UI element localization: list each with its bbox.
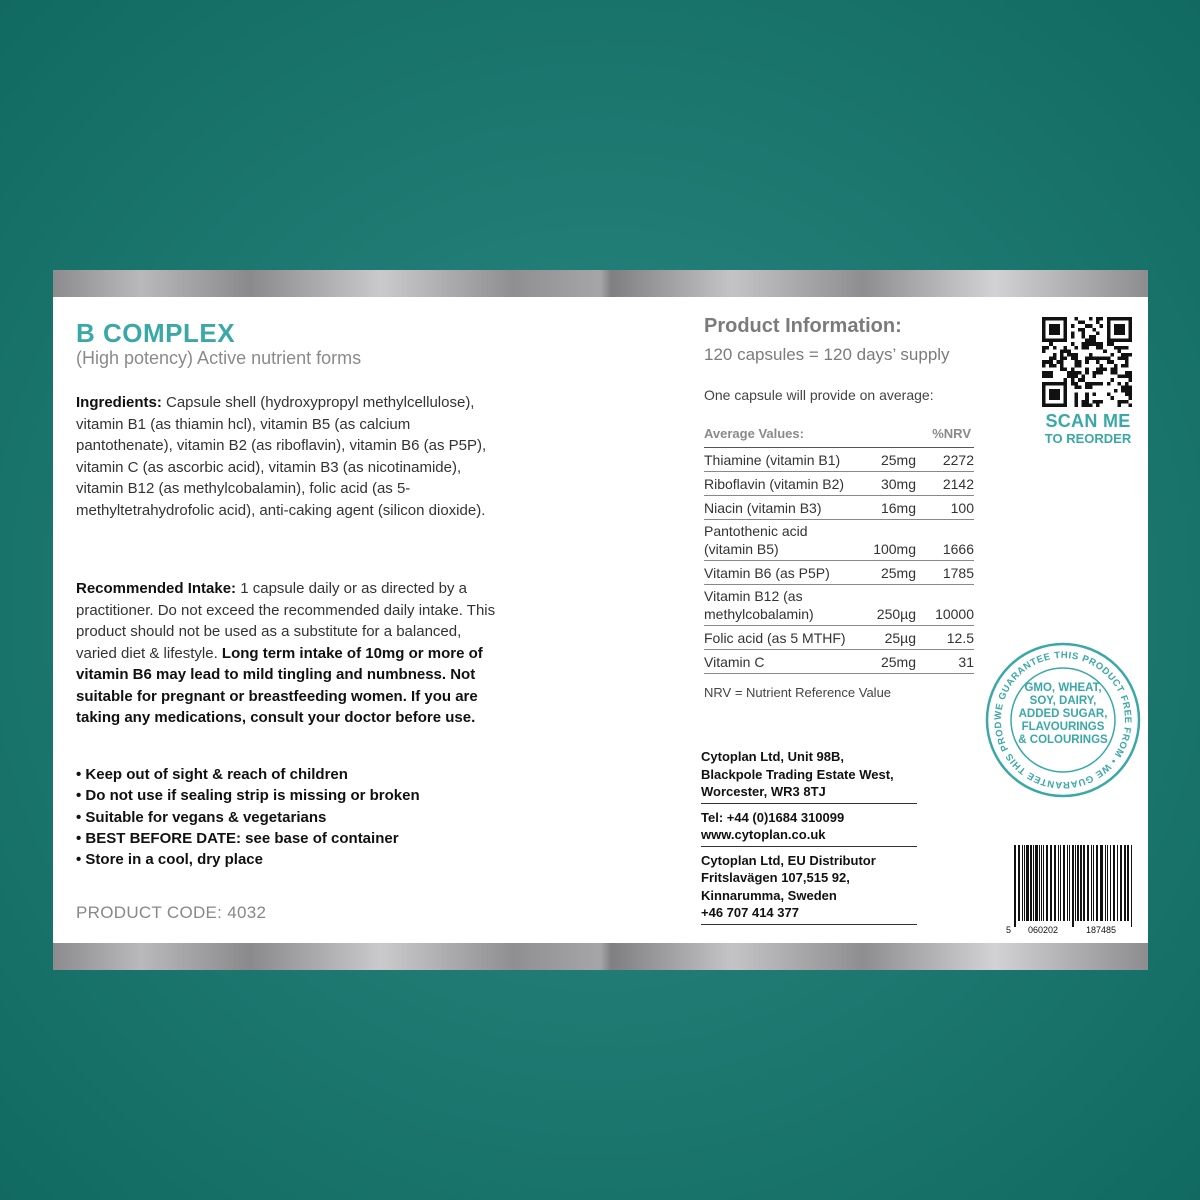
recommended-intake xyxy=(76,578,501,729)
intake-body: 1 capsule daily or as directed by a practitioner. Do not exceed the recommended daily intake. This product should not be used as a substitute for a balanced, varied diet & lifestyle. xyxy=(76,580,496,662)
stamp-ring-text: WE GUARANTEE THIS PRODUCT FREE FROM • WE GUARANTEE THIS PROD xyxy=(992,649,1134,791)
nutrient-name: Vitamin B12 (as methylcobalamin) xyxy=(704,588,814,622)
address-line: Fritslavägen 107,515 92, xyxy=(701,870,850,885)
nutrient-nrv: 2142 xyxy=(942,476,974,492)
table-row xyxy=(704,650,974,674)
barcode-digit-prefix: 5 xyxy=(1006,925,1012,935)
stamp-line: & COLOURINGS xyxy=(1018,734,1108,746)
stamp-center-text xyxy=(983,682,1143,747)
table-header xyxy=(704,426,974,448)
nutrient-nrv: 12.5 xyxy=(946,630,974,646)
header-average-values: Average Values: xyxy=(704,426,804,441)
table-row xyxy=(704,520,974,561)
address-line: Cytoplan Ltd, EU Distributor xyxy=(701,852,876,868)
table-row xyxy=(704,448,974,472)
nutrient-name: Niacin (vitamin B3) xyxy=(704,500,822,516)
address-line: Cytoplan Ltd, Unit 98B, xyxy=(701,749,844,764)
eu-address xyxy=(701,852,917,925)
table-row xyxy=(704,561,974,585)
nutrition-table xyxy=(704,426,974,674)
table-row xyxy=(704,626,974,650)
nutrient-nrv: 100 xyxy=(950,500,974,516)
address-line: Kinnarumma, Sweden xyxy=(701,887,837,903)
product-info-title: Product Information: xyxy=(704,315,902,337)
product-title: B COMPLEX xyxy=(76,318,236,348)
address-block xyxy=(701,748,917,930)
table-row xyxy=(704,496,974,520)
table-body xyxy=(704,448,974,674)
barcode-digits-left: 060202 xyxy=(1028,925,1059,935)
nutrient-amount: 30mg xyxy=(880,476,916,492)
nutrient-name: Folic acid (as 5 MTHF) xyxy=(704,630,846,646)
scan-me-text: SCAN ME xyxy=(1045,411,1131,431)
nutrient-amount: 25µg xyxy=(884,630,916,646)
nutrient-amount: 100mg xyxy=(873,541,916,557)
nutrient-amount: 16mg xyxy=(880,500,916,516)
intake-warning: Long term intake of 10mg or more of vitamin B6 may lead to mild tingling and numbness. Not suitable for pregnant or breastfeeding women. If you are taking any medications, consult your doctor before use. xyxy=(76,644,483,726)
nutrient-nrv: 1666 xyxy=(942,541,974,557)
phone: Tel: +44 (0)1684 310099 xyxy=(701,809,845,825)
stamp-line: ADDED SUGAR, xyxy=(1018,708,1108,720)
supply-text: 120 capsules = 120 days’ supply xyxy=(704,345,950,364)
nutrient-amount: 25mg xyxy=(880,654,916,670)
list-item: • Store in a cool, dry place xyxy=(76,851,263,869)
label-bottom-strip xyxy=(53,943,1148,970)
nutrient-name: Vitamin B6 (as P5P) xyxy=(704,565,830,581)
nutrient-name: Pantothenic acid (vitamin B5) xyxy=(704,523,808,557)
nutrient-amount: 25mg xyxy=(880,452,916,468)
nutrient-name: Vitamin C xyxy=(704,654,765,670)
table-row xyxy=(704,585,974,626)
ingredients-label: Ingredients: xyxy=(76,394,162,411)
product-label xyxy=(53,270,1148,970)
free-from-stamp xyxy=(983,640,1143,800)
nutrient-nrv: 31 xyxy=(958,654,974,670)
product-code: PRODUCT CODE: 4032 xyxy=(76,903,267,922)
nutrient-name: Thiamine (vitamin B1) xyxy=(704,452,841,468)
nutrient-nrv: 2272 xyxy=(942,452,974,468)
intake-label: Recommended Intake: xyxy=(76,580,237,597)
barcode-digits-right: 187485 xyxy=(1086,925,1117,935)
nrv-footnote: NRV = Nutrient Reference Value xyxy=(704,685,892,700)
barcode-icon xyxy=(1006,845,1136,935)
table-row xyxy=(704,472,974,496)
list-item: • Suitable for vegans & vegetarians xyxy=(76,808,327,826)
ingredients-text xyxy=(76,392,496,521)
header-nrv: %NRV xyxy=(932,426,971,441)
address-line: +46 707 414 377 xyxy=(701,905,799,920)
stamp-line: GMO, WHEAT, xyxy=(1024,682,1102,694)
stamp-line: FLAVOURINGS xyxy=(1021,721,1105,733)
contact-details xyxy=(701,809,917,847)
address-line: Worcester, WR3 8TJ xyxy=(701,784,826,799)
warning-list xyxy=(76,764,516,870)
label-top-strip xyxy=(53,270,1148,297)
qr-code-icon[interactable] xyxy=(1042,317,1132,407)
capsule-note: One capsule will provide on average: xyxy=(704,387,934,403)
list-item: • BEST BEFORE DATE: see base of container xyxy=(76,829,399,847)
stamp-line: SOY, DAIRY, xyxy=(1029,695,1097,707)
list-item: • Keep out of sight & reach of children xyxy=(76,766,348,783)
product-subtitle: (High potency) Active nutrient forms xyxy=(76,348,362,368)
list-item: • Do not use if sealing strip is missing or broken xyxy=(76,787,420,805)
reorder-text: TO REORDER xyxy=(1044,431,1132,446)
website-link[interactable]: www.cytoplan.co.uk xyxy=(701,827,826,842)
address-line: Blackpole Trading Estate West, xyxy=(701,766,894,782)
nutrient-nrv: 1785 xyxy=(942,565,974,581)
ingredients-body: Capsule shell (hydroxypropyl methylcellulose), vitamin B1 (as thiamin hcl), vitamin B5 (as calcium pantothenate), vitamin B2 (as riboflavin), vitamin B6 (as P5P), vitamin C (as ascorbic acid), vitamin B3 (as nicotinamide), vitamin B12 (as methylcobalamin), folic acid (as 5-methyltetrahydrofolic acid), anti-caking agent (silicon dioxide). xyxy=(76,394,487,519)
nutrient-nrv: 10000 xyxy=(935,606,974,622)
nutrient-amount: 250µg xyxy=(876,606,916,622)
uk-address xyxy=(701,748,917,804)
nutrient-name: Riboflavin (vitamin B2) xyxy=(704,476,845,492)
nutrient-amount: 25mg xyxy=(880,565,916,581)
